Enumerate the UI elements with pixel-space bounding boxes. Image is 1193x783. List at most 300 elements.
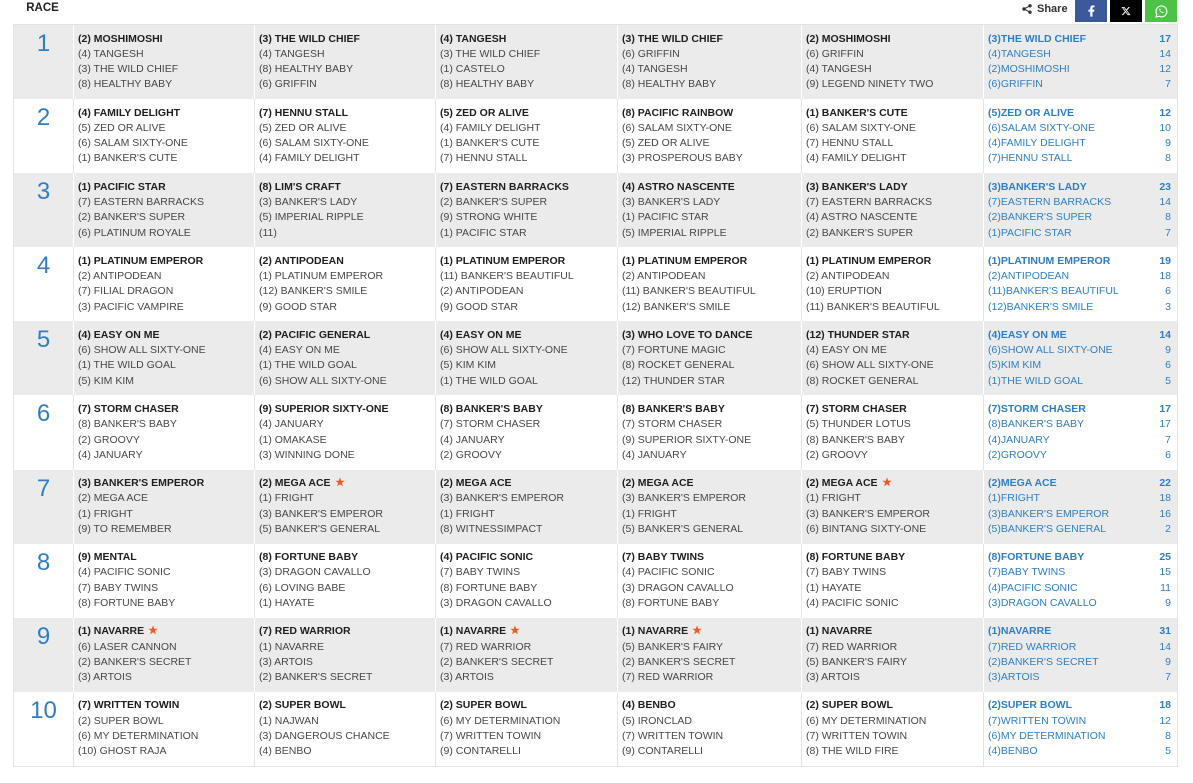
horse-label: (4) FAMILY DELIGHT bbox=[440, 121, 541, 134]
horse-label: (1) HAYATE bbox=[806, 581, 862, 594]
horse-label: (5) IMPERIAL RIPPLE bbox=[259, 211, 364, 224]
pick bbox=[78, 343, 250, 358]
consensus-points: 8 bbox=[1165, 211, 1171, 224]
horse-label: (2) SUPER BOWL bbox=[440, 699, 527, 712]
consensus-points: 17 bbox=[1159, 402, 1171, 415]
consensus-column bbox=[983, 544, 1177, 618]
pick bbox=[440, 744, 613, 759]
top-pick bbox=[78, 624, 250, 639]
horse-label: (4) TANGESH bbox=[806, 63, 872, 76]
top-pick bbox=[440, 254, 613, 269]
race-number: 1 bbox=[36, 30, 51, 57]
pick bbox=[806, 565, 979, 580]
pick bbox=[806, 374, 979, 389]
pick bbox=[259, 284, 431, 299]
horse-label: (7) WRITTEN TOWIN bbox=[440, 729, 542, 742]
horse-label: (2) ANTIPODEAN bbox=[259, 254, 344, 267]
consensus-pick bbox=[988, 448, 1171, 463]
horse-label: (3) BANKER'S EMPEROR bbox=[622, 492, 746, 505]
horse-label: (3)BANKER'S EMPEROR bbox=[988, 507, 1110, 520]
pick bbox=[622, 121, 797, 136]
share-icon[interactable] bbox=[1022, 4, 1032, 14]
horse-label: (2) ANTIPODEAN bbox=[622, 270, 706, 283]
horse-label: (5) KIM KIM bbox=[78, 374, 135, 387]
pick bbox=[622, 596, 797, 611]
horse-label: (7) EASTERN BARRACKS bbox=[78, 195, 205, 208]
horse-label: (12) BANKER'S SMILE bbox=[259, 285, 368, 298]
tipster-selection bbox=[73, 692, 254, 766]
top-pick bbox=[78, 550, 250, 565]
consensus-pick bbox=[988, 32, 1171, 47]
horse-label: (7) RED WARRIOR bbox=[806, 640, 898, 653]
horse-label: (6) SHOW ALL SIXTY-ONE bbox=[440, 344, 568, 357]
horse-label: (7) BABY TWINS bbox=[440, 566, 521, 579]
top-pick bbox=[78, 328, 250, 343]
pick bbox=[78, 744, 250, 759]
pick bbox=[806, 655, 979, 670]
pick bbox=[806, 47, 979, 62]
race-row bbox=[14, 99, 1177, 173]
horse-label: (5)BANKER'S GENERAL bbox=[988, 522, 1107, 535]
pick bbox=[78, 670, 250, 685]
consensus-points: 17 bbox=[1159, 418, 1171, 431]
consensus-points: 5 bbox=[1165, 374, 1171, 387]
consensus-pick bbox=[988, 744, 1171, 759]
consensus-column bbox=[983, 247, 1177, 321]
pick bbox=[806, 507, 979, 522]
horse-label: (3)ARTOIS bbox=[988, 671, 1040, 684]
horse-label: (1) NAJWAN bbox=[259, 714, 319, 727]
pick bbox=[622, 284, 797, 299]
horse-label: (6) MY DETERMINATION bbox=[806, 714, 927, 727]
horse-label: (8)FORTUNE BABY bbox=[988, 551, 1085, 564]
top-pick bbox=[259, 402, 431, 417]
horse-label: (2) MEGA ACE bbox=[78, 492, 149, 505]
horse-label: (6) SALAM SIXTY-ONE bbox=[259, 137, 369, 150]
horse-label: (2) BANKER'S SUPER bbox=[78, 211, 186, 224]
pick bbox=[78, 269, 250, 284]
horse-label: (4) EASY ON ME bbox=[440, 328, 522, 341]
horse-label: (3) BANKER'S EMPEROR bbox=[806, 507, 930, 520]
facebook-icon bbox=[1088, 5, 1095, 17]
horse-label: (7) STORM CHASER bbox=[806, 402, 907, 415]
consensus-points: 19 bbox=[1159, 254, 1171, 267]
horse-label: (3) ARTOIS bbox=[806, 671, 860, 684]
pick bbox=[440, 417, 613, 432]
tipster-selection bbox=[801, 692, 983, 766]
horse-label: (5)KIM KIM bbox=[988, 359, 1042, 372]
horse-label: (5) ZED OR ALIVE bbox=[78, 121, 166, 134]
horse-label: (9) LEGEND NINETY TWO bbox=[806, 78, 934, 91]
horse-label: (7) BABY TWINS bbox=[78, 581, 159, 594]
horse-label: (3) PACIFIC VAMPIRE bbox=[78, 300, 184, 313]
top-pick bbox=[259, 32, 431, 47]
pick bbox=[440, 433, 613, 448]
pick bbox=[78, 374, 250, 389]
race-number: 8 bbox=[36, 548, 51, 576]
tipster-selection bbox=[254, 395, 435, 469]
consensus-points: 14 bbox=[1159, 640, 1171, 653]
pick bbox=[806, 670, 979, 685]
horse-label: (5) BANKER'S FAIRY bbox=[806, 655, 908, 668]
pick bbox=[622, 300, 797, 315]
horse-label: (2) ANTIPODEAN bbox=[806, 270, 890, 283]
horse-label: (2)MOSHIMOSHI bbox=[988, 63, 1070, 76]
pick bbox=[806, 581, 979, 596]
horse-label: (6) GRIFFIN bbox=[622, 47, 680, 60]
top-pick bbox=[78, 402, 250, 417]
tipster-selection bbox=[435, 25, 617, 99]
pick bbox=[259, 581, 431, 596]
horse-label: (1) NAVARRE bbox=[78, 625, 145, 638]
horse-label: (3)THE WILD CHIEF bbox=[988, 32, 1086, 45]
pick bbox=[440, 195, 613, 210]
horse-label: (3) BANKER'S LADY bbox=[622, 195, 721, 208]
pick bbox=[259, 374, 431, 389]
horse-label: (2)BANKER'S SUPER bbox=[988, 211, 1093, 224]
horse-label: (6) LASER CANNON bbox=[78, 640, 177, 653]
pick bbox=[806, 62, 979, 77]
top-pick bbox=[622, 698, 797, 713]
tipster-selection bbox=[617, 25, 801, 99]
tipster-selection bbox=[73, 99, 254, 173]
horse-label: (4) TANGESH bbox=[622, 63, 688, 76]
star-icon bbox=[510, 625, 520, 635]
horse-label: (7) RED WARRIOR bbox=[259, 625, 351, 638]
race-row bbox=[14, 618, 1177, 692]
horse-label: (5) IMPERIAL RIPPLE bbox=[622, 226, 727, 239]
pick bbox=[78, 62, 250, 77]
pick bbox=[622, 448, 797, 463]
horse-label: (2) SUPER BOWL bbox=[259, 699, 346, 712]
horse-label: (4) EASY ON ME bbox=[78, 328, 160, 341]
horse-label: (7)STORM CHASER bbox=[988, 402, 1086, 415]
pick bbox=[622, 729, 797, 744]
consensus-points: 23 bbox=[1159, 180, 1171, 193]
consensus-pick bbox=[988, 254, 1171, 269]
horse-label: (2) SUPER BOWL bbox=[78, 714, 164, 727]
horse-label: (5) BANKER'S GENERAL bbox=[259, 522, 381, 535]
horse-label: (7) EASTERN BARRACKS bbox=[440, 180, 569, 193]
horse-label: (8) BANKER'S BABY bbox=[622, 402, 725, 415]
consensus-points: 15 bbox=[1159, 566, 1171, 579]
tipster-selection bbox=[617, 544, 801, 618]
tipster-selection bbox=[73, 247, 254, 321]
consensus-points: 6 bbox=[1165, 359, 1171, 372]
consensus-pick bbox=[988, 655, 1171, 670]
table-header-bar bbox=[0, 0, 1193, 24]
horse-label: (5) THUNDER LOTUS bbox=[806, 418, 911, 431]
pick bbox=[806, 151, 979, 166]
tipster-selection bbox=[435, 618, 617, 692]
horse-label: (3) DRAGON CAVALLO bbox=[259, 566, 371, 579]
top-pick bbox=[806, 698, 979, 713]
pick bbox=[78, 729, 250, 744]
pick bbox=[806, 343, 979, 358]
tipster-selection bbox=[617, 321, 801, 395]
horse-label: (5) ZED OR ALIVE bbox=[440, 106, 529, 119]
pick bbox=[806, 448, 979, 463]
horse-label: (7) BABY TWINS bbox=[806, 566, 887, 579]
consensus-pick bbox=[988, 106, 1171, 121]
consensus-pick bbox=[988, 402, 1171, 417]
horse-label: (4) PACIFIC SONIC bbox=[622, 566, 715, 579]
pick bbox=[622, 417, 797, 432]
consensus-pick bbox=[988, 476, 1171, 491]
consensus-pick bbox=[988, 77, 1171, 92]
horse-label: (4) PACIFIC SONIC bbox=[806, 597, 899, 610]
tipster-selection bbox=[254, 25, 435, 99]
tipster-selection bbox=[801, 99, 983, 173]
consensus-points: 9 bbox=[1165, 137, 1171, 150]
pick bbox=[806, 417, 979, 432]
horse-label: (8) HEALTHY BABY bbox=[440, 78, 535, 91]
pick bbox=[259, 77, 431, 92]
horse-label: (6) PLATINUM ROYALE bbox=[78, 226, 191, 239]
tipster-selection bbox=[435, 544, 617, 618]
pick bbox=[622, 433, 797, 448]
consensus-pick bbox=[988, 328, 1171, 343]
pick bbox=[440, 729, 613, 744]
horse-label: (2) BANKER'S SECRET bbox=[440, 655, 554, 668]
pick bbox=[78, 433, 250, 448]
pick bbox=[440, 448, 613, 463]
consensus-points: 7 bbox=[1165, 226, 1171, 239]
horse-label: (8) FORTUNE BABY bbox=[622, 597, 720, 610]
horse-label: (4)BENBO bbox=[988, 745, 1038, 758]
tipster-selection bbox=[254, 173, 435, 247]
consensus-points: 12 bbox=[1159, 106, 1171, 119]
race-table bbox=[13, 24, 1178, 767]
pick bbox=[806, 596, 979, 611]
consensus-pick bbox=[988, 210, 1171, 225]
pick bbox=[622, 343, 797, 358]
top-pick bbox=[806, 624, 979, 639]
pick bbox=[806, 136, 979, 151]
tipster-selection bbox=[435, 321, 617, 395]
horse-label: (4) JANUARY bbox=[259, 418, 324, 431]
top-pick bbox=[259, 476, 431, 491]
tipster-selection bbox=[254, 470, 435, 544]
horse-label: (1)FRIGHT bbox=[988, 492, 1040, 505]
race-row bbox=[14, 544, 1177, 618]
pick bbox=[259, 136, 431, 151]
pick bbox=[440, 121, 613, 136]
pick bbox=[622, 77, 797, 92]
top-pick bbox=[78, 32, 250, 47]
pick bbox=[78, 121, 250, 136]
horse-label: (7) RED WARRIOR bbox=[440, 640, 532, 653]
horse-label: (2) MEGA ACE bbox=[440, 477, 512, 490]
horse-label: (11) BANKER'S BEAUTIFUL bbox=[622, 285, 756, 298]
horse-label: (2) MEGA ACE bbox=[259, 477, 331, 490]
horse-label: (9) TO REMEMBER bbox=[78, 522, 172, 535]
horse-label: (8) WITNESSIMPACT bbox=[440, 522, 543, 535]
top-pick bbox=[622, 180, 797, 195]
share-label[interactable]: Share bbox=[1037, 3, 1068, 15]
horse-label: (1) BANKER'S CUTE bbox=[440, 137, 540, 150]
horse-label: (3) PROSPEROUS BABY bbox=[622, 152, 743, 165]
race-row bbox=[14, 321, 1177, 395]
pick bbox=[440, 210, 613, 225]
top-pick bbox=[78, 476, 250, 491]
pick bbox=[78, 284, 250, 299]
horse-label: (1) PACIFIC STAR bbox=[622, 211, 709, 224]
horse-label: (3) THE WILD CHIEF bbox=[78, 63, 179, 76]
race-row bbox=[14, 395, 1177, 469]
horse-label: (12) BANKER'S SMILE bbox=[622, 300, 731, 313]
horse-label: (4) ASTRO NASCENTE bbox=[806, 211, 918, 224]
horse-label: (8) HEALTHY BABY bbox=[622, 78, 717, 91]
consensus-points: 6 bbox=[1165, 448, 1171, 461]
horse-label: (3) THE WILD CHIEF bbox=[259, 32, 360, 45]
consensus-pick bbox=[988, 565, 1171, 580]
horse-label: (2)MEGA ACE bbox=[988, 477, 1057, 490]
pick bbox=[259, 729, 431, 744]
pick bbox=[259, 47, 431, 62]
horse-label: (5) ZED OR ALIVE bbox=[259, 121, 347, 134]
consensus-points: 31 bbox=[1159, 625, 1171, 638]
consensus-points: 22 bbox=[1159, 477, 1171, 490]
horse-label: (6)GRIFFIN bbox=[988, 78, 1043, 91]
star-icon bbox=[148, 625, 158, 635]
race-row bbox=[14, 247, 1177, 321]
consensus-pick bbox=[988, 714, 1171, 729]
consensus-pick bbox=[988, 581, 1171, 596]
pick bbox=[440, 343, 613, 358]
consensus-points: 7 bbox=[1165, 671, 1171, 684]
pick bbox=[440, 226, 613, 241]
pick bbox=[78, 640, 250, 655]
horse-label: (9) MENTAL bbox=[78, 551, 137, 564]
horse-label: (7)WRITTEN TOWIN bbox=[988, 714, 1087, 727]
horse-label: (7) STORM CHASER bbox=[78, 402, 179, 415]
tipster-selection bbox=[801, 25, 983, 99]
pick bbox=[440, 300, 613, 315]
pick bbox=[622, 358, 797, 373]
pick bbox=[806, 744, 979, 759]
top-pick bbox=[440, 32, 613, 47]
consensus-column bbox=[983, 470, 1177, 544]
tipster-selection bbox=[435, 99, 617, 173]
facebook-share-button[interactable] bbox=[1075, 0, 1107, 22]
horse-label: (4) BENBO bbox=[259, 745, 312, 758]
tipster-selection bbox=[617, 99, 801, 173]
top-pick bbox=[806, 254, 979, 269]
tipster-selection bbox=[617, 618, 801, 692]
horse-label: (5) BANKER'S GENERAL bbox=[622, 522, 744, 535]
horse-label: (2) BANKER'S SECRET bbox=[622, 655, 736, 668]
horse-label: (11) BANKER'S BEAUTIFUL bbox=[440, 270, 574, 283]
pick bbox=[440, 655, 613, 670]
top-pick bbox=[440, 328, 613, 343]
x-icon bbox=[1121, 6, 1131, 16]
horse-label: (7) WRITTEN TOWIN bbox=[78, 699, 180, 712]
tipster-selection bbox=[254, 618, 435, 692]
horse-label: (4) FAMILY DELIGHT bbox=[78, 106, 181, 119]
horse-label: (7) STORM CHASER bbox=[622, 418, 723, 431]
horse-label: (1) PLATINUM EMPEROR bbox=[806, 254, 932, 267]
consensus-column bbox=[983, 25, 1177, 99]
horse-label: (5)ZED OR ALIVE bbox=[988, 106, 1074, 119]
pick bbox=[806, 210, 979, 225]
pick bbox=[78, 136, 250, 151]
horse-label: (5) IRONCLAD bbox=[622, 714, 693, 727]
horse-label: (4) TANGESH bbox=[259, 47, 325, 60]
pick bbox=[622, 507, 797, 522]
pick bbox=[440, 522, 613, 537]
horse-label: (11)BANKER'S BEAUTIFUL bbox=[988, 285, 1119, 298]
consensus-pick bbox=[988, 491, 1171, 506]
tipster-selection bbox=[801, 544, 983, 618]
horse-label: (3) DRAGON CAVALLO bbox=[440, 597, 552, 610]
x-share-button[interactable] bbox=[1110, 0, 1142, 22]
consensus-pick bbox=[988, 284, 1171, 299]
pick bbox=[259, 655, 431, 670]
horse-label: (7) WRITTEN TOWIN bbox=[806, 729, 908, 742]
tipster-selection bbox=[73, 321, 254, 395]
tipster-selection bbox=[254, 544, 435, 618]
whatsapp-share-button[interactable] bbox=[1145, 0, 1177, 22]
tipster-selection bbox=[617, 692, 801, 766]
pick bbox=[78, 226, 250, 241]
horse-label: (3) BANKER'S LADY bbox=[806, 180, 908, 193]
consensus-pick bbox=[988, 507, 1171, 522]
tipster-selection bbox=[254, 247, 435, 321]
pick bbox=[259, 640, 431, 655]
horse-label: (4) BENBO bbox=[622, 699, 676, 712]
tipster-selection bbox=[617, 247, 801, 321]
top-pick bbox=[622, 402, 797, 417]
pick bbox=[259, 670, 431, 685]
top-pick bbox=[259, 698, 431, 713]
pick bbox=[440, 491, 613, 506]
consensus-pick bbox=[988, 417, 1171, 432]
horse-label: (6) SALAM SIXTY-ONE bbox=[78, 137, 188, 150]
horse-label: (7)EASTERN BARRACKS bbox=[988, 195, 1112, 208]
horse-label: (2)ANTIPODEAN bbox=[988, 270, 1070, 283]
pick bbox=[259, 151, 431, 166]
pick bbox=[622, 269, 797, 284]
horse-label: (7) HENNU STALL bbox=[259, 106, 349, 119]
tipster-selection bbox=[617, 173, 801, 247]
tipster-selection bbox=[617, 470, 801, 544]
horse-label: (7) RED WARRIOR bbox=[622, 671, 714, 684]
pick bbox=[440, 670, 613, 685]
tipster-selection bbox=[801, 618, 983, 692]
horse-label: (6) MY DETERMINATION bbox=[78, 729, 199, 742]
tipster-selection bbox=[73, 618, 254, 692]
consensus-points: 18 bbox=[1159, 270, 1171, 283]
horse-label: (1)THE WILD GOAL bbox=[988, 374, 1084, 387]
top-pick bbox=[259, 254, 431, 269]
pick bbox=[259, 417, 431, 432]
horse-label: (8) HEALTHY BABY bbox=[259, 63, 354, 76]
horse-label: (9) CONTARELLI bbox=[440, 745, 521, 758]
pick bbox=[259, 565, 431, 580]
star-icon bbox=[692, 625, 702, 635]
pick bbox=[440, 284, 613, 299]
horse-label: (5) BANKER'S FAIRY bbox=[622, 640, 724, 653]
horse-label: (1) OMAKASE bbox=[259, 433, 327, 446]
pick bbox=[440, 136, 613, 151]
horse-label: (5) KIM KIM bbox=[440, 359, 497, 372]
horse-label: (7) STORM CHASER bbox=[440, 418, 541, 431]
consensus-pick bbox=[988, 358, 1171, 373]
pick bbox=[622, 640, 797, 655]
horse-label: (6) SHOW ALL SIXTY-ONE bbox=[259, 374, 387, 387]
horse-label: (7) FORTUNE MAGIC bbox=[622, 344, 726, 357]
